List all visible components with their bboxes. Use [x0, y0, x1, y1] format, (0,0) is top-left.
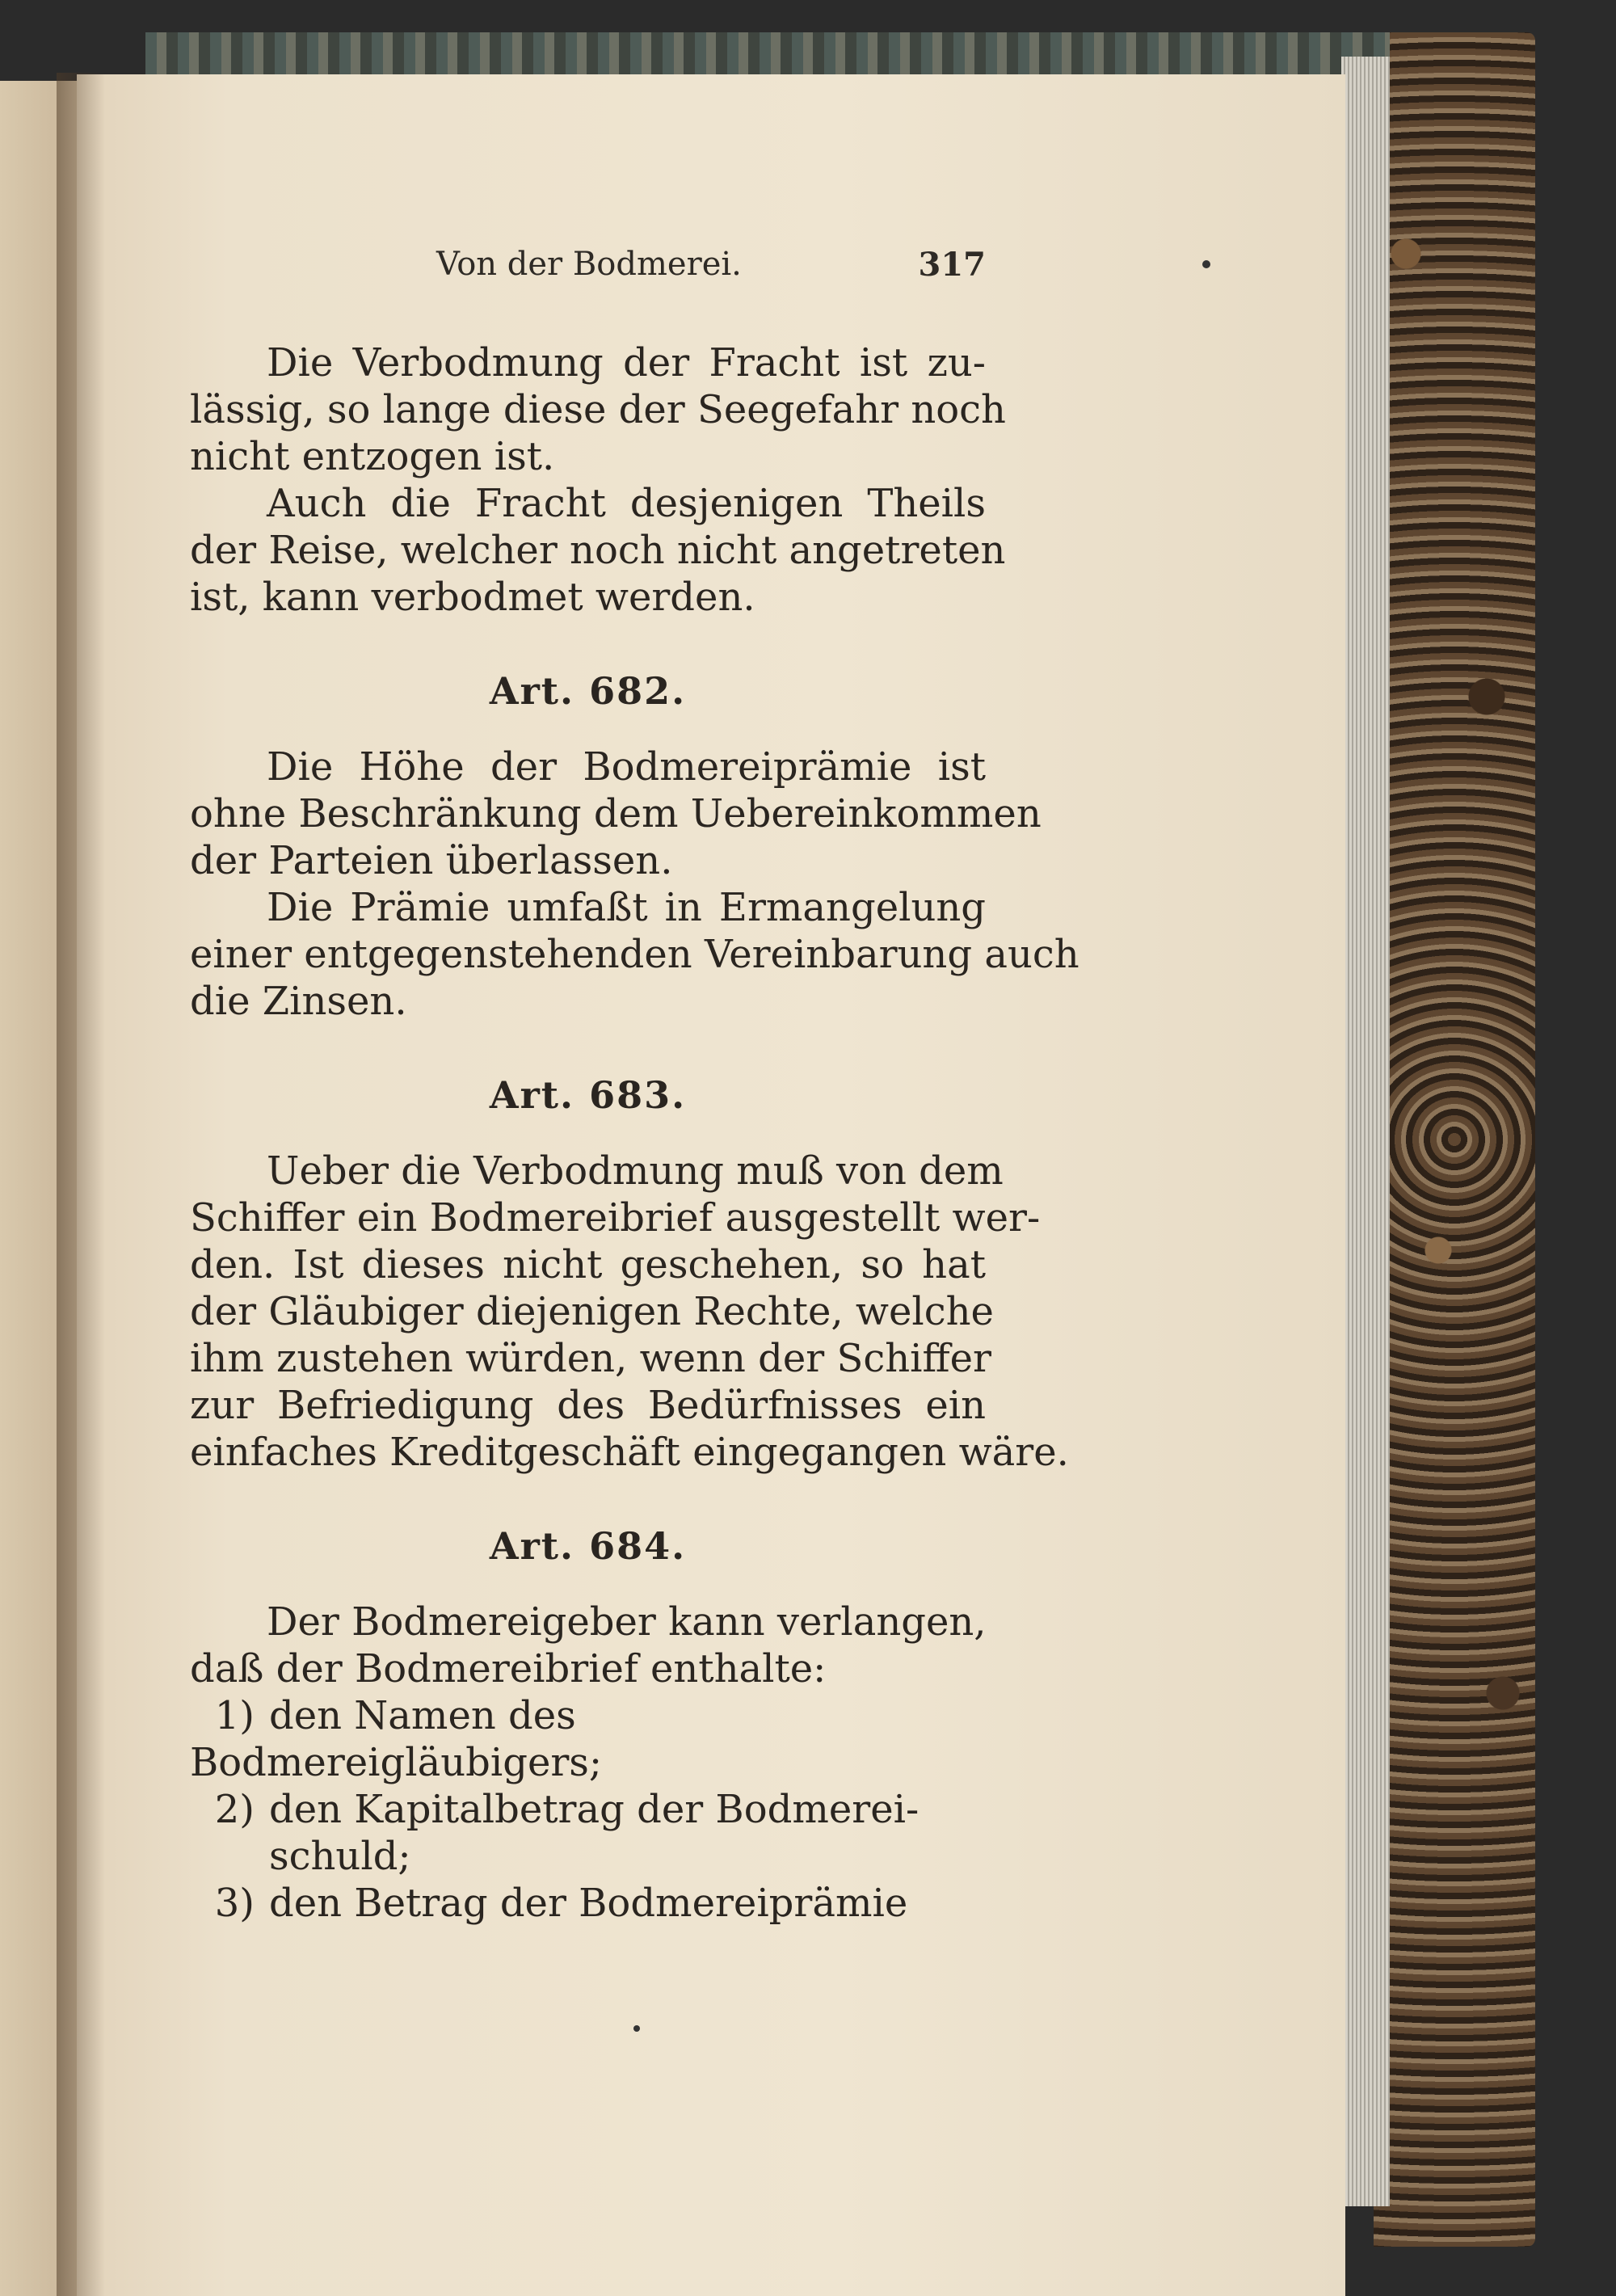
list-item — [190, 1786, 986, 1880]
article-heading: Art. 682. — [489, 669, 687, 713]
list-number: 2) — [214, 1787, 255, 1832]
running-head-title: Von der Bodmerei. — [436, 246, 742, 283]
text-line: ohne Beschränkung dem Uebereinkommen — [190, 791, 1042, 836]
text-line: daß der Bodmereibrief enthalte: — [190, 1646, 827, 1691]
text-line: die Zinsen. — [190, 979, 407, 1024]
article-heading: Art. 684. — [489, 1524, 687, 1568]
running-head — [190, 246, 986, 294]
ink-speck — [1202, 260, 1210, 268]
text-line: einfaches Kreditgeschäft eingegangen wäre. — [190, 1430, 1069, 1475]
paragraph — [190, 744, 1042, 884]
text-line: Die Höhe der Bodmereiprämie ist — [267, 744, 986, 790]
marbled-cover — [1374, 32, 1535, 2247]
text-line: der Gläubiger diejenigen Rechte, welche — [190, 1289, 994, 1334]
list-number: 1) — [214, 1693, 255, 1738]
text-line: der Parteien überlassen. — [190, 838, 673, 883]
text-line: ist, kann verbodmet werden. — [190, 575, 755, 620]
paragraph — [190, 1148, 1069, 1476]
list-item — [190, 1880, 986, 1927]
text-line: Ueber die Verbodmung muß von dem — [267, 1148, 1004, 1194]
text-line: ihm zustehen würden, wenn der Schiffer — [190, 1336, 991, 1381]
text-line: einer entgegenstehenden Vereinbarung auch — [190, 932, 1079, 977]
list-number: 3) — [214, 1881, 255, 1926]
article-heading: Art. 683. — [489, 1073, 687, 1117]
paragraph — [190, 480, 1006, 621]
page-body — [190, 339, 1079, 1927]
paragraph — [190, 884, 1079, 1025]
text-line: den Betrag der Bodmereiprämie — [269, 1881, 908, 1926]
text-line: Die Prämie umfaßt in Ermangelung — [267, 885, 986, 930]
text-line: zur Befriedigung des Bedürfnisses ein — [190, 1383, 986, 1428]
list-item — [190, 1692, 986, 1786]
text-line: Der Bodmereigeber kann verlangen, — [267, 1599, 987, 1645]
text-line: Auch die Fracht desjenigen Theils — [267, 481, 986, 526]
text-line: den Kapitalbetrag der Bodmerei- — [269, 1787, 920, 1832]
gutter-shadow — [57, 73, 105, 2296]
paragraph — [190, 339, 1006, 480]
text-line: schuld; — [269, 1834, 411, 1879]
page-block-edges — [1341, 57, 1390, 2206]
marbled-top-edge — [145, 32, 1390, 81]
text-line: Schiffer ein Bodmereibrief ausgestellt wer- — [190, 1195, 1041, 1241]
text-line: nicht entzogen ist. — [190, 434, 555, 479]
text-line: lässig, so lange diese der Seegefahr noch — [190, 387, 1006, 432]
page-number: 317 — [918, 246, 986, 284]
text-line: den Namen des Bodmereigläubigers; — [190, 1693, 603, 1785]
text-line: den. Ist dieses nicht geschehen, so hat — [190, 1242, 986, 1287]
text-line: Die Verbodmung der Fracht ist zu- — [267, 340, 986, 385]
text-line: der Reise, welcher noch nicht angetreten — [190, 528, 1006, 573]
ink-speck — [633, 2025, 640, 2032]
paragraph — [190, 1599, 986, 1692]
